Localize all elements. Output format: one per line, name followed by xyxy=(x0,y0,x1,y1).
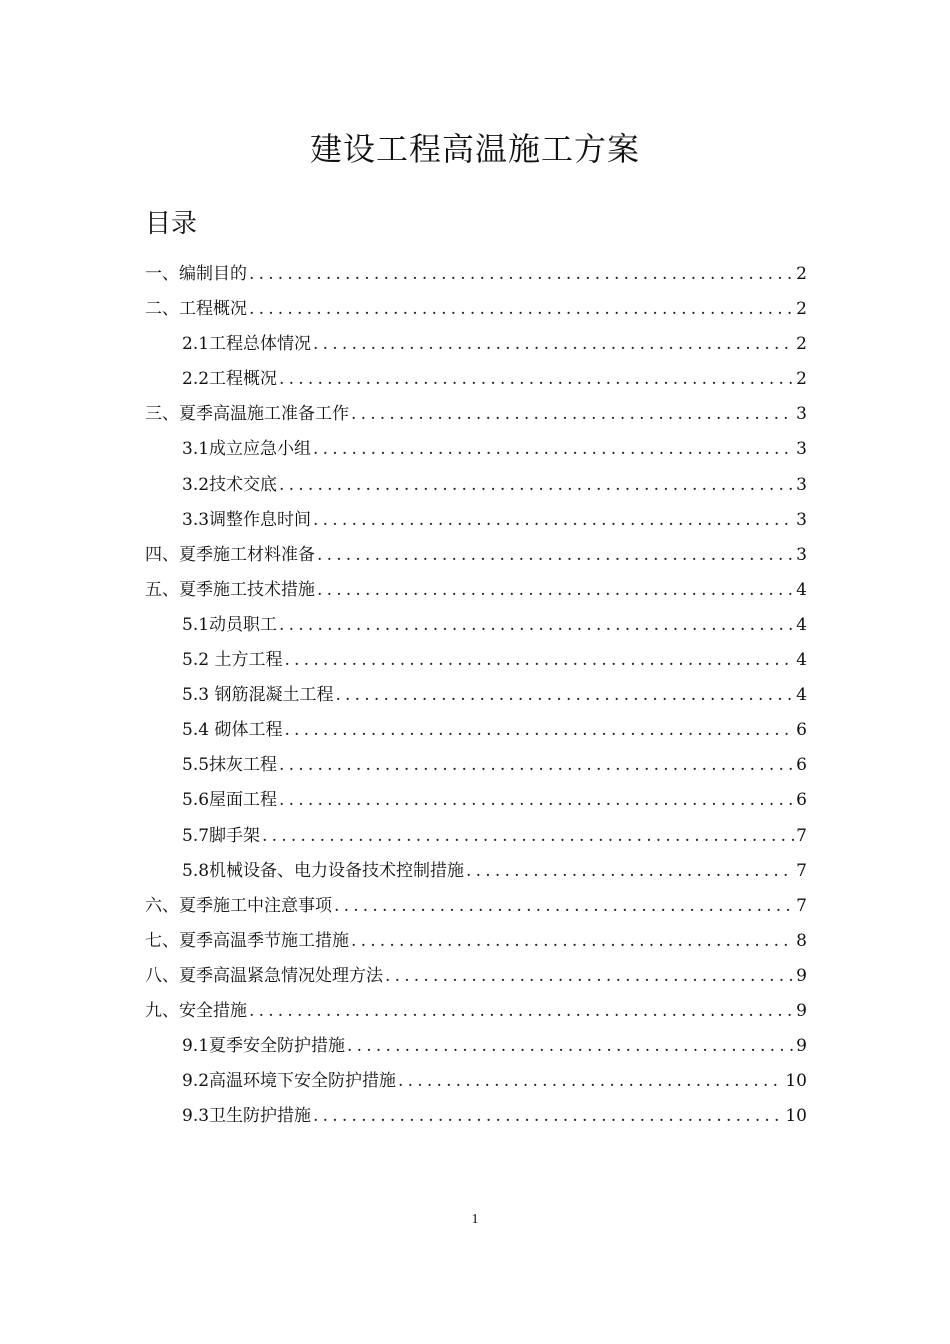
toc-entry[interactable] xyxy=(145,1029,807,1064)
toc-entry[interactable] xyxy=(145,819,807,854)
toc-dot-leader xyxy=(279,362,794,397)
toc-dot-leader xyxy=(262,819,794,854)
toc-entry[interactable] xyxy=(145,468,807,503)
toc-entry-label: 9.2高温环境下安全防护措施 xyxy=(182,1071,397,1092)
toc-dot-leader xyxy=(313,327,794,362)
toc-entry[interactable] xyxy=(145,748,807,783)
toc-entry-label: 三、夏季高温施工准备工作 xyxy=(145,404,349,425)
toc-entry[interactable] xyxy=(145,538,807,573)
toc-entry[interactable] xyxy=(145,643,807,678)
toc-dot-leader xyxy=(279,748,794,783)
toc-entry[interactable] xyxy=(145,573,807,608)
toc-entry-label: 3.3调整作息时间 xyxy=(182,509,312,530)
toc-entry[interactable] xyxy=(145,292,807,327)
toc-entry-label: 2.1工程总体情况 xyxy=(182,334,312,355)
toc-entry-label: 七、夏季高温季节施工措施 xyxy=(145,930,349,951)
toc-entry-label: 2.2工程概况 xyxy=(182,369,278,390)
toc-entry[interactable] xyxy=(145,503,807,538)
toc-entry-page: 3 xyxy=(796,439,807,460)
toc-entry-page: 2 xyxy=(796,299,807,320)
toc-entry-label: 9.1夏季安全防护措施 xyxy=(182,1036,346,1057)
toc-entry-label: 九、安全措施 xyxy=(145,1000,247,1021)
toc-dot-leader xyxy=(279,608,794,643)
page-number: 1 xyxy=(471,1212,479,1227)
toc-entry-label: 5.6屋面工程 xyxy=(182,790,278,811)
toc-entry-label: 五、夏季施工技术措施 xyxy=(145,579,315,600)
toc-entry-label: 3.2技术交底 xyxy=(182,474,278,495)
toc-entry[interactable] xyxy=(145,783,807,818)
toc-entry-label: 5.8机械设备、电力设备技术控制措施 xyxy=(182,860,465,881)
toc-dot-leader xyxy=(284,643,794,678)
toc-heading: 目录 xyxy=(145,209,198,239)
toc-dot-leader xyxy=(351,397,794,432)
toc-entry-label: 5.2 土方工程 xyxy=(182,650,283,671)
toc-entry[interactable] xyxy=(145,924,807,959)
toc-entry[interactable] xyxy=(145,362,807,397)
toc-dot-leader xyxy=(317,538,794,573)
toc-entry-label: 四、夏季施工材料准备 xyxy=(145,544,315,565)
toc-entry-page: 3 xyxy=(796,474,807,495)
toc-dot-leader xyxy=(249,994,794,1029)
toc-entry-page: 6 xyxy=(796,720,807,741)
toc-entry[interactable] xyxy=(145,994,807,1029)
toc-entry[interactable] xyxy=(145,678,807,713)
toc-entry-page: 6 xyxy=(796,755,807,776)
toc-entry-page: 2 xyxy=(796,334,807,355)
toc-entry-label: 二、工程概况 xyxy=(145,299,247,320)
toc-entry-page: 4 xyxy=(796,579,807,600)
toc-dot-leader xyxy=(385,959,794,994)
toc-entry[interactable] xyxy=(145,397,807,432)
toc-entry[interactable] xyxy=(145,432,807,467)
toc-entry-label: 5.5抹灰工程 xyxy=(182,755,278,776)
toc-entry-page: 10 xyxy=(785,1071,807,1092)
toc-entry[interactable] xyxy=(145,713,807,748)
toc-entry-label: 八、夏季高温紧急情况处理方法 xyxy=(145,965,383,986)
toc-dot-leader xyxy=(334,889,794,924)
toc-entry-page: 2 xyxy=(796,369,807,390)
toc-entry-label: 一、编制目的 xyxy=(145,264,247,284)
toc-entry-page: 7 xyxy=(796,825,807,846)
toc-entry-page: 8 xyxy=(796,930,807,951)
toc-entry-page: 9 xyxy=(796,1000,807,1021)
toc-dot-leader xyxy=(249,292,794,327)
toc-entry-page: 9 xyxy=(796,1036,807,1057)
toc-entry-page: 2 xyxy=(796,264,807,284)
toc-dot-leader xyxy=(284,713,794,748)
toc-entry-label: 5.4 砌体工程 xyxy=(182,720,283,741)
document-title: 建设工程高温施工方案 xyxy=(309,130,640,168)
toc-dot-leader xyxy=(466,854,794,889)
toc-entry-label: 5.3 钢筋混凝土工程 xyxy=(182,685,334,706)
toc-entry[interactable] xyxy=(145,959,807,994)
toc-entry-label: 5.1动员职工 xyxy=(182,614,278,635)
toc-dot-leader xyxy=(347,1029,794,1064)
toc-entry[interactable] xyxy=(145,608,807,643)
table-of-contents xyxy=(145,257,807,1134)
toc-entry-page: 3 xyxy=(796,509,807,530)
toc-dot-leader xyxy=(313,432,794,467)
toc-dot-leader xyxy=(249,257,794,292)
toc-entry-page: 10 xyxy=(785,1106,807,1127)
toc-entry-label: 3.1成立应急小组 xyxy=(182,439,312,460)
toc-entry-page: 6 xyxy=(796,790,807,811)
toc-dot-leader xyxy=(398,1064,783,1099)
toc-entry[interactable] xyxy=(145,257,807,292)
toc-dot-leader xyxy=(313,1099,783,1134)
toc-entry[interactable] xyxy=(145,327,807,362)
toc-entry-page: 4 xyxy=(796,685,807,706)
toc-entry-label: 5.7脚手架 xyxy=(182,825,261,846)
toc-dot-leader xyxy=(317,573,794,608)
toc-entry-page: 4 xyxy=(796,650,807,671)
toc-entry-page: 4 xyxy=(796,614,807,635)
toc-entry-page: 7 xyxy=(796,895,807,916)
toc-entry[interactable] xyxy=(145,854,807,889)
toc-entry-page: 7 xyxy=(796,860,807,881)
toc-dot-leader xyxy=(335,678,794,713)
toc-entry-page: 3 xyxy=(796,404,807,425)
toc-dot-leader xyxy=(279,468,794,503)
toc-entry[interactable] xyxy=(145,1099,807,1134)
toc-dot-leader xyxy=(279,783,794,818)
toc-entry-page: 3 xyxy=(796,544,807,565)
toc-entry[interactable] xyxy=(145,1064,807,1099)
toc-entry-label: 9.3卫生防护措施 xyxy=(182,1106,312,1127)
toc-dot-leader xyxy=(351,924,794,959)
toc-dot-leader xyxy=(313,503,794,538)
toc-entry-page: 9 xyxy=(796,965,807,986)
toc-entry-label: 六、夏季施工中注意事项 xyxy=(145,895,332,916)
toc-entry[interactable] xyxy=(145,889,807,924)
